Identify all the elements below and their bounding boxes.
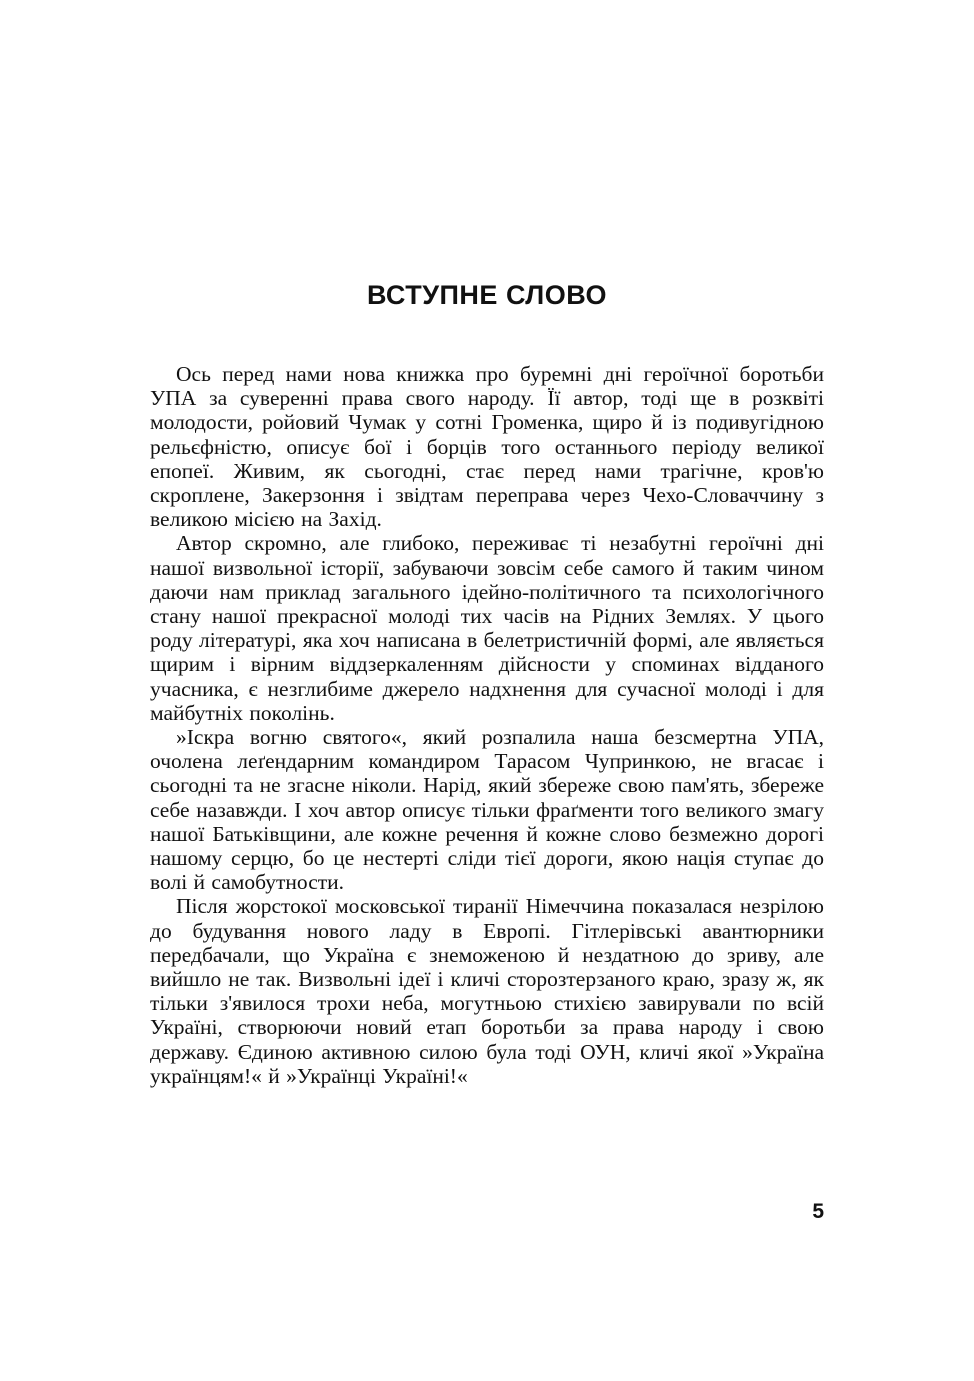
paragraph-1: Ось перед нами нова книжка про буремні дні героїчної боротьби УПА за суверенні права свого народу. Її автор, тоді ще в розквіті молодости, ройовий Чумак у сотні Громенка, щиро й із подивугідною рельєфністю, описує бої і борців того останнього періоду великої епопеї. Живим, як сьогодні, стає перед нами трагічне, кров'ю скроплене, Закерзоння і звідтам переправа через Чехо-Словаччину з великою місією на Захід.	[150, 362, 824, 532]
paragraph-4: Після жорстокої московської тиранії Німеччина показалася незрілою до будування нового ладу в Европі. Гітлерівські авантюрники передбачали, що Україна є знеможеною й нездатною до зриву, але вийшло не так. Визвольні ідеї і кличі сторозтерзаного краю, зразу ж, як тільки з'явилося трохи неба, могутньою стихією завирували по всій Україні, створюючи новий етап боротьби за права народу і свою державу. Єдиною активною силою була тоді ОУН, кличі якої »Україна українцям!« й »Українці Україні!«	[150, 894, 824, 1088]
paragraph-2: Автор скромно, але глибоко, переживає ті незабутні героїчні дні нашої визвольної історії, забуваючи зовсім себе самого й таким чином даючи нам приклад загального ідейно-політичного та психологічного стану нашої прекрасної молоді тих часів на Рідних Землях. У цього роду літературі, яка хоч написана в белетристичній формі, але являється щирим і вірним віддзеркаленням дійсности у споминах відданого учасника, є незглибиме джерело надхнення для сучасної молоді і для майбутніх поколінь.	[150, 531, 824, 725]
page-number: 5	[812, 1200, 824, 1223]
chapter-title: ВСТУПНЕ СЛОВО	[366, 280, 608, 310]
paragraph-3: »Іскра вогню святого«, який розпалила наша безсмертна УПА, очолена леґендарним командиром Тарасом Чупринкою, не вгасає і сьогодні та не згасне ніколи. Нарід, який збереже свою пам'ять, збереже себе назавжди. І хоч автор описує тільки фраґменти того великого змагу нашої Батьківщини, але кожне речення й кожне слово безмежно дорогі нашому серцю, бо це нестерті сліди тієї дороги, якою нація ступає до волі й самобутности.	[150, 725, 824, 895]
body-text	[150, 362, 824, 1088]
